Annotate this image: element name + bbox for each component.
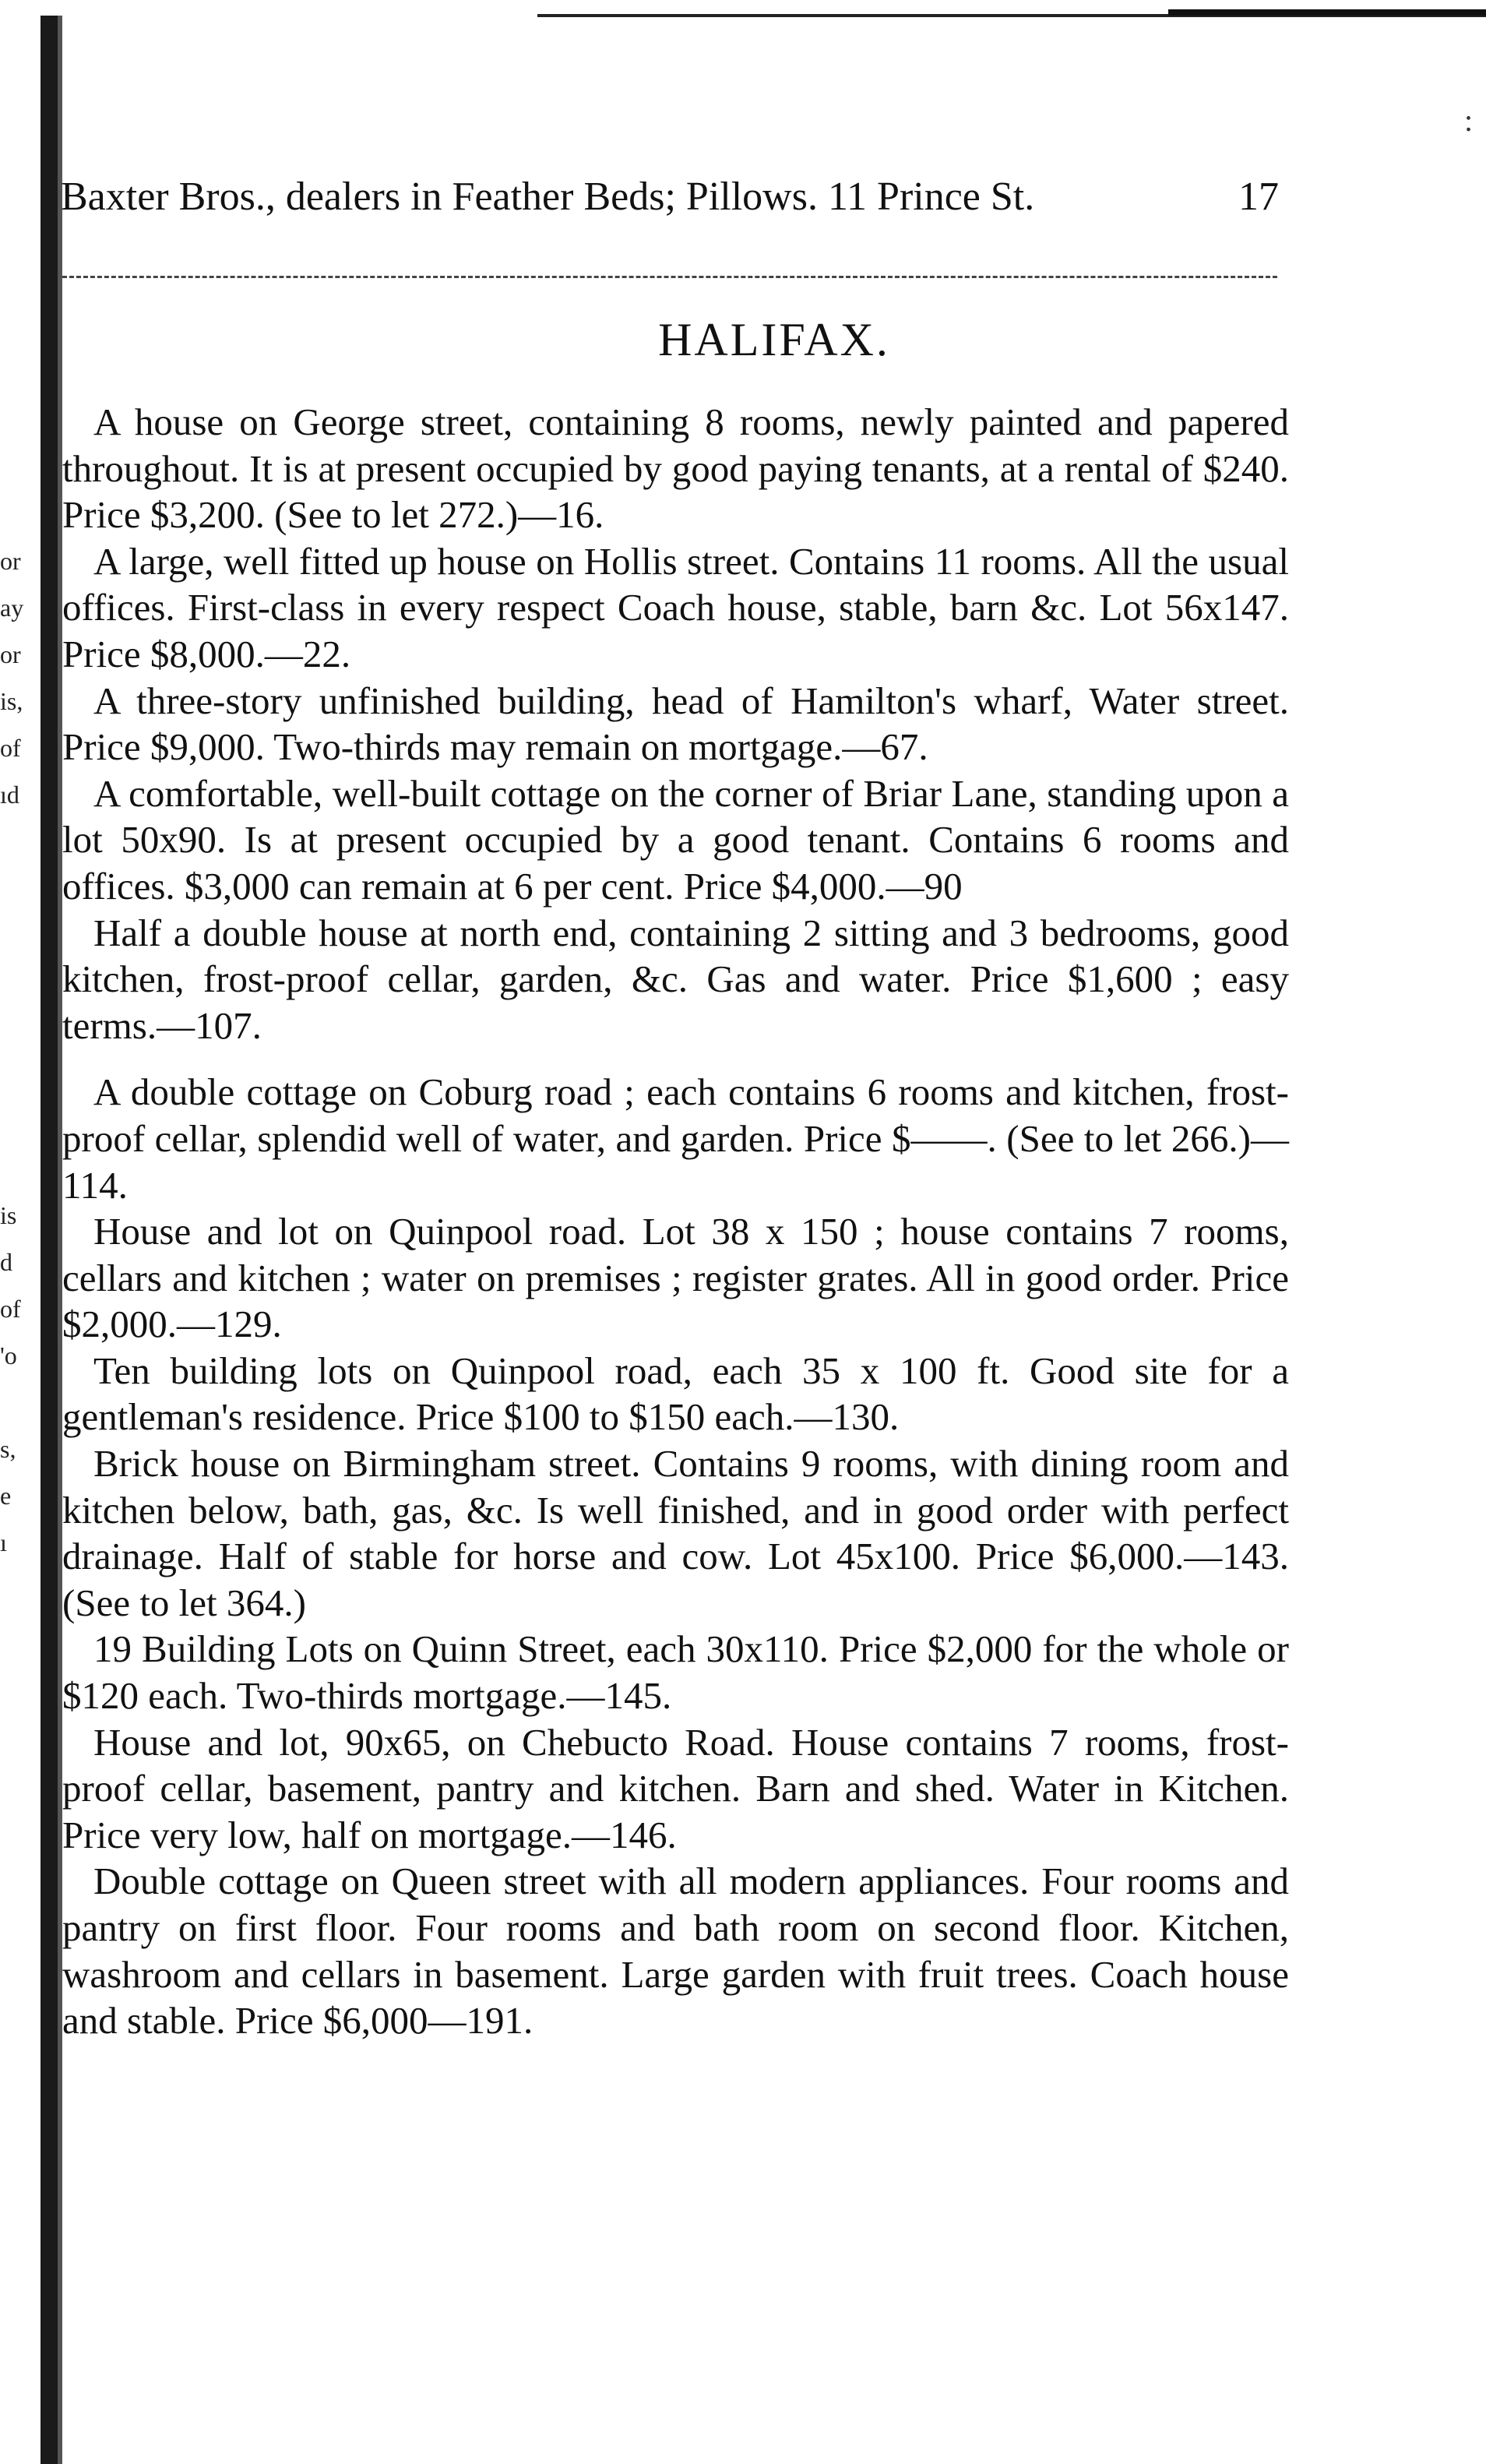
listing-entry: A three-story unfinished building, head of Hamilton's wharf, Water street. Price $9,000. Two-thirds may remain on mortgage.—67. xyxy=(62,679,1289,769)
margin-fragment: of xyxy=(0,734,21,762)
margin-mark: : xyxy=(1464,103,1474,138)
listing-entry: 19 Building Lots on Quinn Street, each 30x110. Price $2,000 for the whole or $120 each. Two-thirds mortgage.—145. xyxy=(62,1627,1289,1718)
listing-entry: A double cottage on Coburg road ; each contains 6 rooms and kitchen, frost-proof cellar, splendid well of water, and garden. Price $——. (See to let 266.)—114. xyxy=(62,1070,1289,1207)
margin-fragment: ay xyxy=(0,594,24,622)
header-divider xyxy=(62,276,1277,278)
margin-fragment xyxy=(0,1379,37,1426)
margin-fragment: 'o xyxy=(0,1341,17,1369)
margin-fragment: ı xyxy=(0,1528,7,1556)
margin-fragment xyxy=(0,911,37,958)
page-number: 17 xyxy=(1238,174,1279,219)
section-title: HALIFAX. xyxy=(658,314,890,365)
left-margin-fragments xyxy=(0,538,37,1566)
margin-fragment: ıd xyxy=(0,781,19,809)
listing-entry: A large, well fitted up house on Hollis street. Contains 11 rooms. All the usual offices. First-class in every respect Coach house, stable, barn &c. Lot 56x147. Price $8,000.—22. xyxy=(62,539,1289,675)
running-head-text: Baxter Bros., dealers in Feather Beds; Pillows. 11 Prince St. xyxy=(61,174,1035,219)
margin-fragment: or xyxy=(0,640,21,668)
listing-entry: A comfortable, well-built cottage on the corner of Briar Lane, standing upon a lot 50x90. Is at present occupied by a good tenant. Contains 6 rooms and offices. $3,000 can remain at 6 per cent. Price $4,000.—90 xyxy=(62,771,1289,908)
margin-fragment xyxy=(0,1005,37,1052)
margin-fragment: is xyxy=(0,1201,17,1229)
listing-entry: House and lot, 90x65, on Chebucto Road. House contains 7 rooms, frost-proof cellar, basement, pantry and kitchen. Barn and shed. Water in Kitchen. Price very low, half on mortgage.—146. xyxy=(62,1720,1289,1856)
margin-fragment: s, xyxy=(0,1435,16,1463)
listing-entry: House and lot on Quinpool road. Lot 38 x 150 ; house contains 7 rooms, cellars and kitchen ; water on premises ; register grates. All in good order. Price $2,000.—129. xyxy=(62,1210,1289,1346)
binding-edge xyxy=(40,16,58,2464)
margin-fragment xyxy=(0,958,37,1005)
margin-fragment xyxy=(0,865,37,911)
margin-fragment: is, xyxy=(0,687,23,715)
listing-entry: Brick house on Birmingham street. Contains 9 rooms, with dining room and kitchen below, bath, gas, &c. Is well finished, and in good order with perfect drainage. Half of stable for horse and cow. Lot 45x100. Price $6,000.—143. (See to let 364.) xyxy=(62,1442,1289,1624)
margin-fragment xyxy=(0,818,37,865)
listing-entry: Ten building lots on Quinpool road, each 35 x 100 ft. Good site for a gentleman's residence. Price $100 to $150 each.—130. xyxy=(62,1348,1289,1439)
listings xyxy=(62,399,1289,2044)
top-rule-heavy xyxy=(1168,9,1486,16)
margin-fragment xyxy=(0,1052,37,1098)
margin-fragment: e xyxy=(0,1482,12,1510)
listing-entry: Half a double house at north end, containing 2 sitting and 3 bedrooms, good kitchen, frost-proof cellar, garden, &c. Gas and water. Price $1,600 ; easy terms.—107. xyxy=(62,911,1289,1047)
margin-fragment xyxy=(0,1145,37,1192)
margin-fragment: d xyxy=(0,1248,12,1276)
listing-entry: Double cottage on Queen street with all modern appliances. Four rooms and pantry on first floor. Four rooms and bath room on second floor. Kitchen, washroom and cellars in basement. Large garden with fruit trees. Coach house and stable. Price $6,000—191. xyxy=(62,1859,1289,2043)
listing-entry: A house on George street, containing 8 rooms, newly painted and papered throughout. It is at present occupied by good paying tenants, at a rental of $240. Price $3,200. (See to let 272.)—16. xyxy=(62,400,1289,537)
margin-fragment xyxy=(0,1098,37,1145)
running-head xyxy=(61,170,1307,224)
margin-fragment: of xyxy=(0,1295,21,1323)
margin-fragment: or xyxy=(0,547,21,575)
